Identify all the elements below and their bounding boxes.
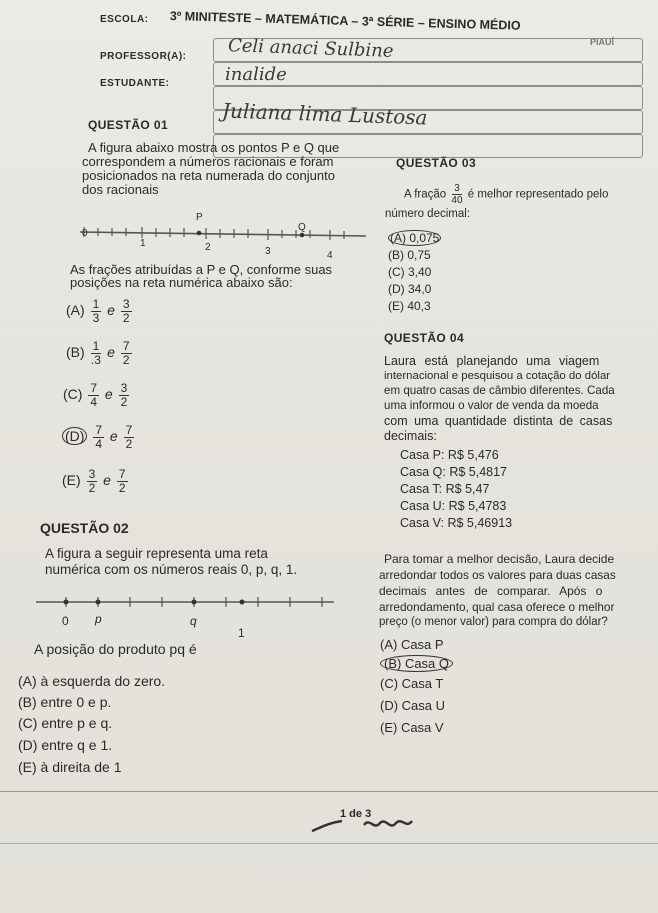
handwritten-professor: Celi anaci Sulbine bbox=[227, 35, 394, 62]
fraction bbox=[88, 382, 99, 409]
q2-point-one bbox=[240, 600, 245, 605]
q3-stem-a: A fração bbox=[404, 188, 447, 201]
fraction bbox=[91, 298, 102, 325]
fraction bbox=[124, 424, 135, 451]
denominator: 4 bbox=[90, 395, 98, 409]
q3-stem bbox=[404, 183, 608, 206]
numerator: 7 bbox=[122, 339, 130, 353]
q4-option-b[interactable] bbox=[380, 656, 453, 671]
q1-stem-line: posicionados na reta numerada do conjunto bbox=[82, 168, 335, 183]
q4-stem-line: uma informou o valor de venda da moeda bbox=[384, 399, 599, 412]
conjunction: e bbox=[107, 302, 115, 319]
state-stamp: PIAUÍ bbox=[590, 37, 615, 47]
q2-heading: QUESTÃO 02 bbox=[40, 520, 129, 536]
numerator: 3 bbox=[454, 183, 460, 194]
q4-option-b-text: (B) Casa Q bbox=[380, 655, 453, 672]
q3-option-a-text: (A) 0,075 bbox=[390, 231, 440, 245]
q2-label-q: q bbox=[190, 614, 197, 628]
denominator: 2 bbox=[120, 395, 128, 409]
fraction bbox=[119, 382, 130, 409]
q3-option-e[interactable]: (E) 40,3 bbox=[388, 299, 431, 313]
q4-house-t: Casa T: R$ 5,47 bbox=[400, 482, 490, 496]
q1-number-line bbox=[78, 212, 368, 262]
numerator: 1 bbox=[92, 297, 100, 311]
q2-option-e[interactable]: (E) à direita de 1 bbox=[18, 759, 122, 775]
numerator: 1 bbox=[92, 339, 100, 353]
q4-stem-line: Laura está planejando uma viagem bbox=[384, 354, 600, 368]
q4-option-c[interactable]: (C) Casa T bbox=[380, 676, 444, 691]
denominator: 2 bbox=[88, 481, 96, 495]
q1-option-a[interactable] bbox=[66, 298, 134, 325]
escola-label: ESCOLA: bbox=[100, 14, 149, 25]
bottom-divider bbox=[0, 843, 658, 844]
fraction bbox=[121, 340, 132, 367]
q2-point-p bbox=[96, 600, 101, 605]
q3-stem-c: número decimal: bbox=[385, 208, 471, 220]
q4-question-line: preço (o menor valor) para compra do dólar? bbox=[379, 616, 608, 628]
numerator: 3 bbox=[122, 297, 130, 311]
q2-label-p: p bbox=[95, 612, 102, 626]
option-letter: (A) bbox=[66, 302, 85, 319]
footer-divider bbox=[0, 791, 658, 792]
q1-stem-line: correspondem a números racionais e foram bbox=[82, 154, 334, 169]
q4-house-u: Casa U: R$ 5,4783 bbox=[400, 499, 507, 513]
q2-option-a[interactable]: (A) à esquerda do zero. bbox=[18, 673, 166, 689]
q4-stem-line: em quatro casas de câmbio diferentes. Cada bbox=[384, 384, 615, 397]
page-title: 3º MINITESTE – MATEMÁTICA – 3ª SÉRIE – ENSINO MÉDIO bbox=[169, 9, 521, 33]
option-letter-circled: (D) bbox=[62, 427, 87, 445]
q4-question-line: arredondamento, qual casa oferece o melhor bbox=[379, 600, 615, 614]
conjunction: e bbox=[104, 386, 113, 403]
conjunction: e bbox=[103, 472, 111, 489]
q3-option-b[interactable]: (B) 0,75 bbox=[388, 248, 431, 262]
denominator: 4 bbox=[95, 437, 103, 451]
conjunction: e bbox=[109, 428, 118, 445]
fraction bbox=[93, 424, 104, 451]
q2-label-zero: 0 bbox=[62, 614, 69, 628]
conjunction: e bbox=[107, 344, 115, 361]
q2-label-one: 1 bbox=[238, 626, 245, 640]
q4-option-e[interactable]: (E) Casa V bbox=[380, 720, 444, 735]
q3-fraction bbox=[451, 183, 462, 206]
q4-house-q: Casa Q: R$ 5,4817 bbox=[400, 465, 508, 479]
q1-option-b[interactable] bbox=[66, 340, 134, 367]
numerator: 7 bbox=[95, 423, 103, 437]
q1-point-q-label: Q bbox=[298, 222, 306, 233]
q1-point-q-marker bbox=[300, 233, 305, 238]
scribble-signature bbox=[308, 815, 418, 837]
q2-stem-line: numérica com os números reais 0, p, q, 1. bbox=[45, 562, 298, 577]
q2-question: A posição do produto pq é bbox=[34, 641, 197, 657]
q2-option-d[interactable]: (D) entre q e 1. bbox=[18, 737, 113, 753]
q3-option-c[interactable]: (C) 3,40 bbox=[388, 265, 432, 279]
q4-house-v: Casa V: R$ 5,46913 bbox=[400, 516, 513, 530]
q1-option-d[interactable] bbox=[62, 424, 136, 451]
q1-tick-label: 1 bbox=[140, 238, 146, 249]
q4-question-line: arredondar todos os valores para duas casas bbox=[379, 568, 616, 582]
professor-label: PROFESSOR(A): bbox=[100, 51, 187, 62]
denominator: 3 bbox=[92, 311, 100, 325]
q4-stem-line: decimais: bbox=[384, 429, 437, 443]
q4-option-a[interactable]: (A) Casa P bbox=[380, 637, 444, 652]
q1-stem-line: dos racionais bbox=[82, 182, 159, 197]
q2-point-zero bbox=[64, 600, 69, 605]
option-letter: (B) bbox=[66, 344, 85, 361]
denominator: .3 bbox=[90, 353, 101, 367]
denominator: 2 bbox=[122, 353, 130, 367]
fraction bbox=[91, 340, 102, 367]
q4-heading: QUESTÃO 04 bbox=[384, 331, 465, 345]
q4-question-line: decimais antes de comparar. Após o bbox=[379, 584, 603, 598]
q1-point-p-label: P bbox=[196, 212, 203, 223]
q1-option-c[interactable] bbox=[63, 382, 131, 409]
numerator: 3 bbox=[120, 381, 128, 395]
q4-question-line: Para tomar a melhor decisão, Laura decide bbox=[384, 552, 615, 566]
q2-point-q bbox=[192, 600, 197, 605]
q1-heading: QUESTÃO 01 bbox=[88, 118, 169, 132]
q1-tick-label: 2 bbox=[205, 242, 211, 253]
q2-number-line bbox=[36, 590, 336, 614]
fraction bbox=[87, 468, 98, 495]
fraction bbox=[117, 468, 128, 495]
denominator: 2 bbox=[118, 481, 126, 495]
handwritten-student-2: Juliana lima Lustosa bbox=[221, 98, 428, 130]
q3-option-a[interactable] bbox=[388, 231, 441, 245]
q1-question-line: As frações atribuídas a P e Q, conforme suas bbox=[70, 262, 333, 277]
denominator: 2 bbox=[125, 437, 133, 451]
denominator: 40 bbox=[451, 195, 463, 206]
q2-option-b[interactable]: (B) entre 0 e p. bbox=[18, 694, 112, 710]
page-number: 1 de 3 bbox=[340, 808, 372, 820]
q2-stem-line: A figura a seguir representa uma reta bbox=[45, 546, 268, 561]
q4-option-d[interactable]: (D) Casa U bbox=[380, 698, 446, 713]
denominator: 2 bbox=[122, 311, 130, 325]
q4-stem-line: com uma quantidade distinta de casas bbox=[384, 414, 613, 428]
fraction bbox=[121, 298, 132, 325]
handwritten-student-1: inalide bbox=[225, 64, 287, 85]
numerator: 3 bbox=[88, 467, 96, 481]
q1-tick-label: 4 bbox=[327, 250, 333, 261]
option-letter: (E) bbox=[62, 472, 81, 489]
q3-heading: QUESTÃO 03 bbox=[396, 156, 477, 170]
q2-option-c[interactable]: (C) entre p e q. bbox=[18, 715, 113, 731]
q1-stem-line: A figura abaixo mostra os pontos P e Q que bbox=[88, 140, 340, 155]
q3-stem-b: é melhor representado pelo bbox=[467, 188, 609, 201]
q4-house-p: Casa P: R$ 5,476 bbox=[400, 448, 499, 462]
q3-option-d[interactable]: (D) 34,0 bbox=[388, 282, 432, 296]
q1-point-p-marker bbox=[197, 231, 202, 236]
numerator: 7 bbox=[90, 381, 98, 395]
q4-stem-line: internacional e pesquisou a cotação do dólar bbox=[384, 370, 611, 382]
estudante-label: ESTUDANTE: bbox=[100, 78, 170, 89]
q1-option-e[interactable] bbox=[62, 468, 130, 495]
q1-tick-label: 3 bbox=[265, 246, 271, 257]
q1-tick-label: 0 bbox=[82, 228, 88, 239]
q1-question-line: posições na reta numérica abaixo são: bbox=[70, 275, 293, 290]
numerator: 7 bbox=[125, 423, 133, 437]
numerator: 7 bbox=[118, 467, 126, 481]
option-letter: (C) bbox=[63, 386, 83, 403]
